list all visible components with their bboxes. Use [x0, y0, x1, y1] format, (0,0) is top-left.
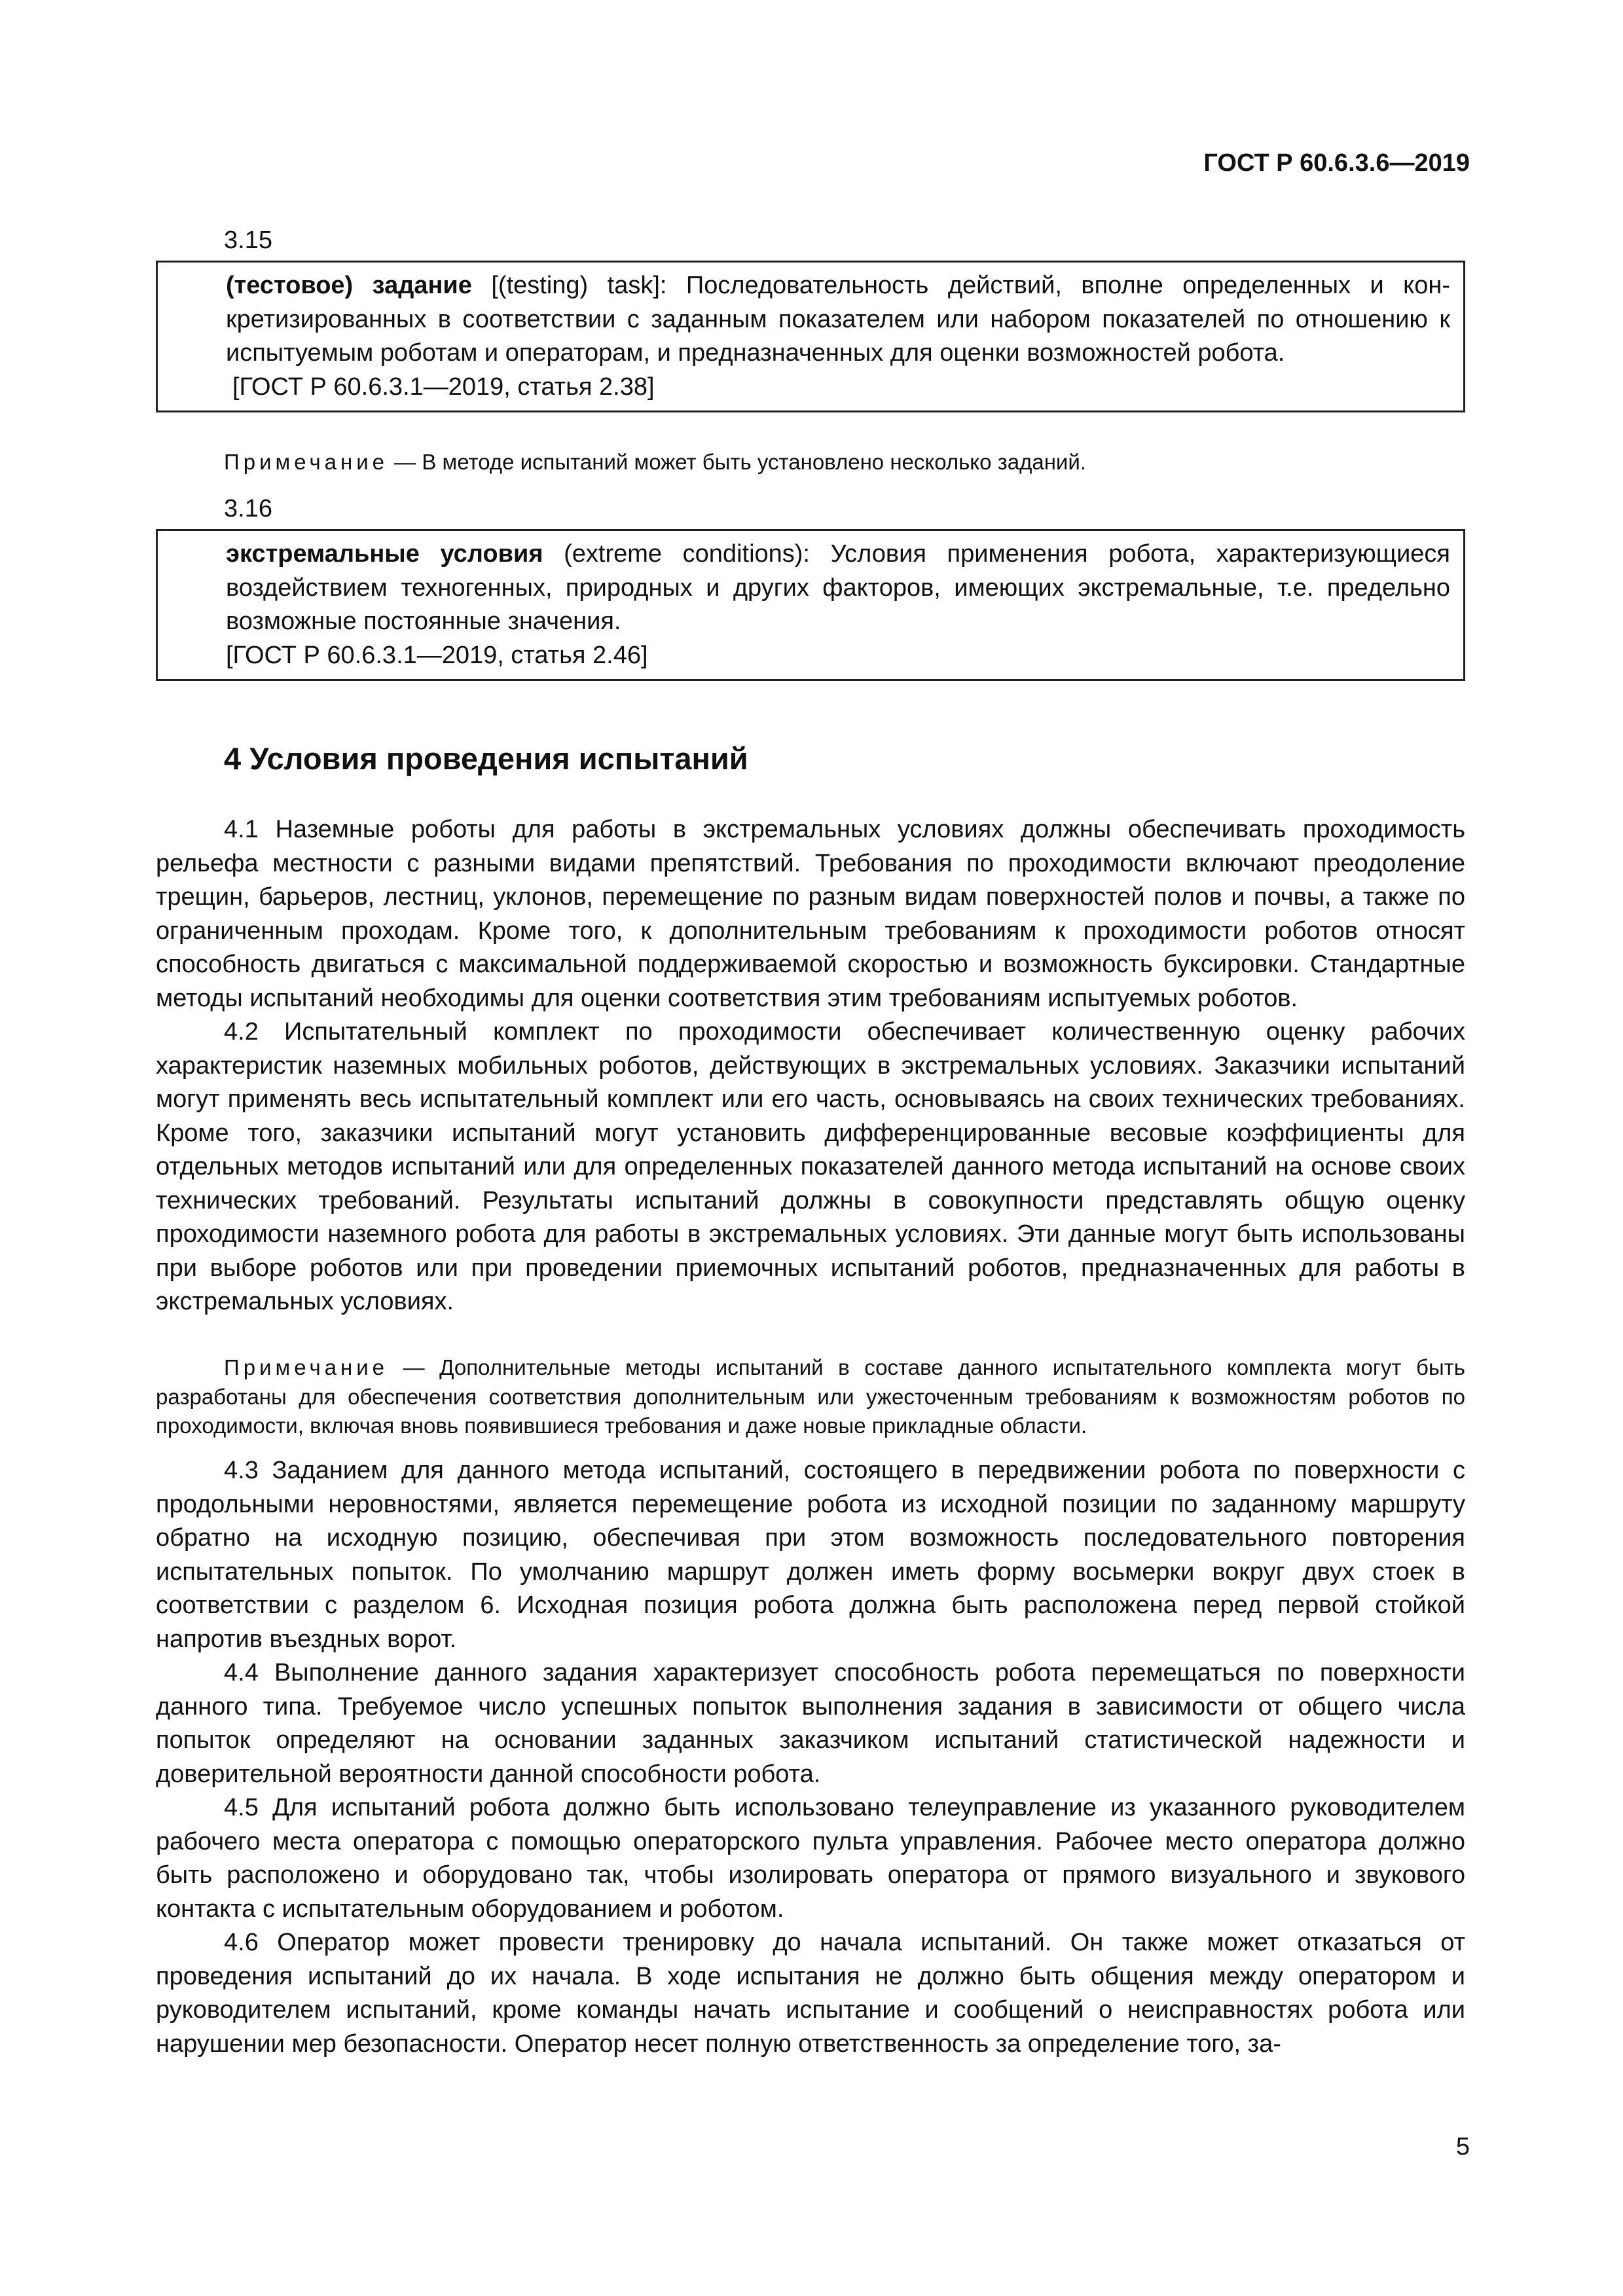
note-lead: Примечание — [224, 450, 389, 474]
note-1 — [156, 448, 1465, 477]
term-title: (тестовое) задание — [226, 272, 472, 299]
paragraph-4-5: 4.5 Для испытаний робота должно быть использовано телеуправление из указанного руководителем рабочего места оператора с помощью операторского пульта управления. Рабочее место оператора должно быть расположено и оборудовано так, чтобы изолировать оператора от прямого визуального и звукового контакта с испытательным оборудованием и роботом. — [156, 1794, 1465, 1923]
page-number: 5 — [1455, 2133, 1470, 2160]
section-heading: 4 Условия проведения испытаний — [224, 741, 748, 776]
document-code: ГОСТ Р 60.6.3.6—2019 — [1203, 149, 1470, 177]
paragraph-4-6: 4.6 Оператор может провести тренировку до начала испытаний. Он также может отказаться от проведения испытаний до их начала. В ходе испытания не должно быть общения между оператором и руководителем испытаний, кроме команды начать испытание и сообщений о неисправностях робота или нарушении мер безопасности. Оператор несет полную ответственность за определение того, за- — [156, 1929, 1465, 2058]
term-definition-3-15 — [226, 269, 1450, 371]
section-body-part-1 — [156, 813, 1465, 1319]
note-2 — [156, 1353, 1465, 1441]
term-definition-3-16 — [226, 538, 1450, 639]
term-definition-text: (extreme conditions): Условия применения робота, характеризующиеся воздействием техногенных, природных и других факторов, имеющих экстремальные, т.е. предельно возможные постоянные значения. — [226, 540, 1451, 635]
term-source-3-16: [ГОСТ Р 60.6.3.1—2019, статья 2.46] — [226, 641, 648, 669]
term-number-3-15: 3.15 — [224, 227, 272, 254]
section-body-part-2 — [156, 1454, 1465, 2061]
term-box-3-16 — [156, 529, 1465, 681]
term-number-3-16: 3.16 — [224, 495, 272, 522]
term-source-3-15: [ГОСТ Р 60.6.3.1—2019, статья 2.38] — [232, 373, 655, 401]
paragraph-4-4: 4.4 Выполнение данного задания характеризует способность робота перемещаться по поверхности данного типа. Требуемое число успешных попыток выполнения задания в зависимости от общего числа попыток определяют на основании заданных заказчиком испытаний статистической надежности и доверительной вероятности данной способности робота. — [156, 1659, 1465, 1788]
paragraph-4-2: 4.2 Испытательный комплект по проходимости обеспечивает количественную оценку рабочих характеристик наземных мобильных роботов, действующих в экстремальных условиях. Заказчики испытаний могут применять весь испытательный комплект или его часть, основываясь на своих технических требованиях. Кроме того, заказчики испытаний могут установить дифференцированные весовые коэффициенты для отдельных методов испытаний или для определенных показателей данного метода испытаний на основе своих технических требований. Результаты испытаний должны в совокупности представлять общую оценку проходимости наземного робота для работы в экстремальных условиях. Эти данные могут быть использованы при выборе роботов или при проведении приемочных испытаний роботов, предназначенных для работы в экстремальных условиях. — [156, 1018, 1465, 1315]
note-lead: Примечание — [224, 1355, 389, 1379]
note-text: — Дополнительные методы испытаний в составе данного испытательного комплекта могут быть разработаны для обеспечения соответствия дополнительным или ужесточенным требованиям к возможностям роботов по проходимости, включая вновь появившиеся требования и даже новые прикладные области. — [156, 1355, 1465, 1438]
term-box-3-15 — [156, 261, 1465, 412]
note-text: — В методе испытаний может быть установлено несколько заданий. — [388, 450, 1086, 474]
term-definition-text: [(testing) task]: Последовательность действий, вполне определенных и конкретизированных в соответствии с заданным показателем или набором показателей по отношению к испытуемым роботам и операторам, и предназначенных для оценки возможностей робота. — [226, 272, 1450, 367]
paragraph-4-3: 4.3 Заданием для данного метода испытаний, состоящего в передвижении робота по поверхности с продольными неровностями, является перемещение робота из исходной позиции по заданному маршруту обратно на исходную позицию, обеспечивая при этом возможность последовательного повторения испытательных попыток. По умолчанию маршрут должен иметь форму восьмерки вокруг двух стоек в соответствии с разделом 6. Исходная позиция робота должна быть расположена перед первой стойкой напротив въездных ворот. — [156, 1457, 1465, 1653]
term-title: экстремальные условия — [226, 540, 543, 568]
paragraph-4-1: 4.1 Наземные роботы для работы в экстремальных условиях должны обеспечивать проходимость рельефа местности с разными видами препятствий. Требования по проходимости включают преодоление трещин, барьеров, лестниц, уклонов, перемещение по разным видам поверхностей полов и почвы, а также по ограниченным проходам. Кроме того, к дополнительным требованиям к проходимости роботов относят способность двигаться с максимальной поддерживаемой скоростью и возможность буксировки. Стандартные методы испытаний необходимы для оценки соответствия этим требованиям испытуемых роботов. — [156, 816, 1465, 1012]
